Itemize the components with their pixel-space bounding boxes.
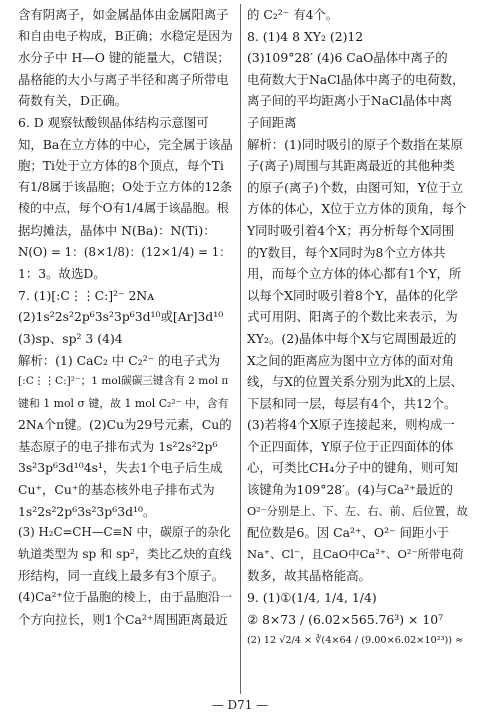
left-column-line: 基态原子的电子排布式为 1s²2s²2p⁶ <box>18 438 218 454</box>
right-column-line: 以每个X同时吸引着8个Y，晶体的化学 <box>247 287 458 303</box>
right-column-line: ② 8×73 / (6.02×565.76³) × 10⁷ <box>247 611 444 627</box>
right-column-line: 解析：(1)同时吸引的原子个数指在某原 <box>247 136 463 152</box>
right-column-line: 的Y数目，每个X同时为8个立方体共 <box>247 244 446 260</box>
right-column-line: 心，可类比CH₄分子中的键角，则可知 <box>247 460 459 476</box>
left-column-line: 1s²2s²2p⁶3s²3p⁶3d¹⁰。 <box>18 503 156 519</box>
right-column-line: 配位数是6。因 Ca²⁺、O²⁻ 间距小于 <box>247 525 450 541</box>
left-column-line: 形结构，同一直线上最多有3个原子。 <box>18 568 225 584</box>
left-column-line: 3s²3p⁶3d¹⁰4s¹，失去1个电子后生成 <box>18 460 223 476</box>
column-divider <box>240 4 241 694</box>
left-column-line: [:C⋮⋮C:]²⁻；1 mol碳碳三键含有 2 mol π <box>18 375 229 388</box>
left-column-line: 晶格能的大小与离子半径和离子所带电 <box>18 71 229 87</box>
right-column-line: 数多，故其晶格能高。 <box>247 568 371 584</box>
left-column-line: 棱的中点，每个O有1/4属于该晶胞。根 <box>18 201 229 216</box>
right-column-line: 方体的体心，X位于立方体的顶角，每个 <box>247 201 467 217</box>
right-column-line: 用，而每个立方体的体心都有1个Y，所 <box>247 266 462 282</box>
left-column-line: 个方向拉长，则1个Ca²⁺周围距离最近 <box>18 611 228 627</box>
left-column <box>18 4 233 690</box>
left-column-line: 解析：(1) CaC₂ 中 C₂²⁻ 的电子式为 <box>18 352 221 368</box>
left-column-line: 和自由电子构成，B正确；水稳定是因为 <box>18 28 233 43</box>
left-column-line: (3) H₂C=CH—C≡N 中，碳原子的杂化 <box>18 525 231 540</box>
right-column-line: (2) 12 √2/4 × ∛(4×64 / (9.00×6.02×10²³)) ≈ <box>247 635 464 647</box>
left-column-line: 7. (1)[:C⋮⋮C:]²⁻ 2Nᴀ <box>18 287 155 303</box>
right-column-line: (3)109°28′ (4)6 CaO晶体中离子的 <box>247 50 448 66</box>
right-column-line: 电荷数大于NaCl晶体中离子的电荷数， <box>247 71 465 87</box>
left-column-line: 1：3。故选D。 <box>18 266 106 282</box>
left-column-line: (3)sp、sp² 3 (4)4 <box>18 330 123 346</box>
right-column <box>247 4 468 690</box>
right-column-line: (3)若将4个X原子连接起来，则构成一 <box>247 417 455 433</box>
left-column-line: 知，Ba在立方体的中心，完全属于该晶 <box>18 136 233 152</box>
left-column-line: 据均摊法，晶体中 N(Ba)：N(Ti)： <box>18 222 216 238</box>
right-column-line: 下层和同一层，每层有4个，共12个。 <box>247 395 457 411</box>
right-column-line: X之间的距离应为图中立方体的面对角 <box>247 352 455 368</box>
right-column-line: 的 C₂²⁻ 有4个。 <box>247 7 339 22</box>
left-column-line: Cu⁺，Cu⁺的基态核外电子排布式为 <box>18 482 215 498</box>
page-number: — D71 — <box>211 698 269 712</box>
left-column-line: 含有阴离子，如金属晶体由金属阳离子 <box>18 7 229 22</box>
left-column-line: 有1/8属于该晶胞；O处于立方体的12条 <box>18 179 233 194</box>
right-column-line: 9. (1)①(1/4, 1/4, 1/4) <box>247 590 377 606</box>
right-column-line: XY₂。(2)晶体中每个X与它周围最近的 <box>247 330 457 346</box>
right-column-line: 线，与X的位置关系分别为此X的上层、 <box>247 374 463 390</box>
right-column-line: 的原子(离子)个数，由图可知，Y位于立 <box>247 179 464 195</box>
left-column-line: 6. D 观察钛酸钡晶体结构示意图可 <box>18 114 209 130</box>
right-column-line: 子间距离 <box>247 114 297 130</box>
right-column-line: 式可用阴、阳离子的个数比来表示，为 <box>247 309 458 325</box>
left-column-line: 荷数有关，D正确。 <box>18 93 128 109</box>
right-column-line: 离子间的平均距离小于NaCl晶体中离 <box>247 93 453 109</box>
left-column-line: 水分子中 H—O 键的能量大，C错误； <box>18 50 230 66</box>
right-column-line: O²⁻分别是上、下、左、右、前、后位置，故 <box>247 504 468 518</box>
left-column-line: (2)1s²2s²2p⁶3s²3p⁶3d¹⁰或[Ar]3d¹⁰ <box>18 309 224 325</box>
right-column-line: 8. (1)4 8 XY₂ (2)12 <box>247 28 364 44</box>
left-column-line: (4)Ca²⁺位于晶胞的棱上，由于晶胞沿一 <box>18 590 233 605</box>
right-column-line: 子(离子)周围与其距离最近的其他种类 <box>247 158 455 174</box>
left-column-line: 2Nᴀ个π键。(2)Cu为29号元素，Cu的 <box>18 417 232 433</box>
right-column-line: 该键角为109°28′。(4)与Ca²⁺最近的 <box>247 482 453 498</box>
right-column-line: Y同时吸引着4个X；再分析每个X同围 <box>247 222 455 238</box>
left-column-line: 轨道类型为 sp 和 sp²，类比乙炔的直线 <box>18 546 232 561</box>
left-column-line: N(O) = 1：(8×1/8)：(12×1/4) = 1： <box>18 244 232 259</box>
right-column-line: 个正四面体，Y原子位于正四面体的体 <box>247 438 454 454</box>
left-column-line: 胞；Ti处于立方体的8个顶点，每个Ti <box>18 158 224 174</box>
right-column-line: Na⁺、Cl⁻，且CaO中Ca²⁺、O²⁻所带电荷 <box>247 546 464 561</box>
left-column-line: 键和 1 mol σ 键，故 1 mol C₂²⁻ 中，含有 <box>18 396 229 410</box>
